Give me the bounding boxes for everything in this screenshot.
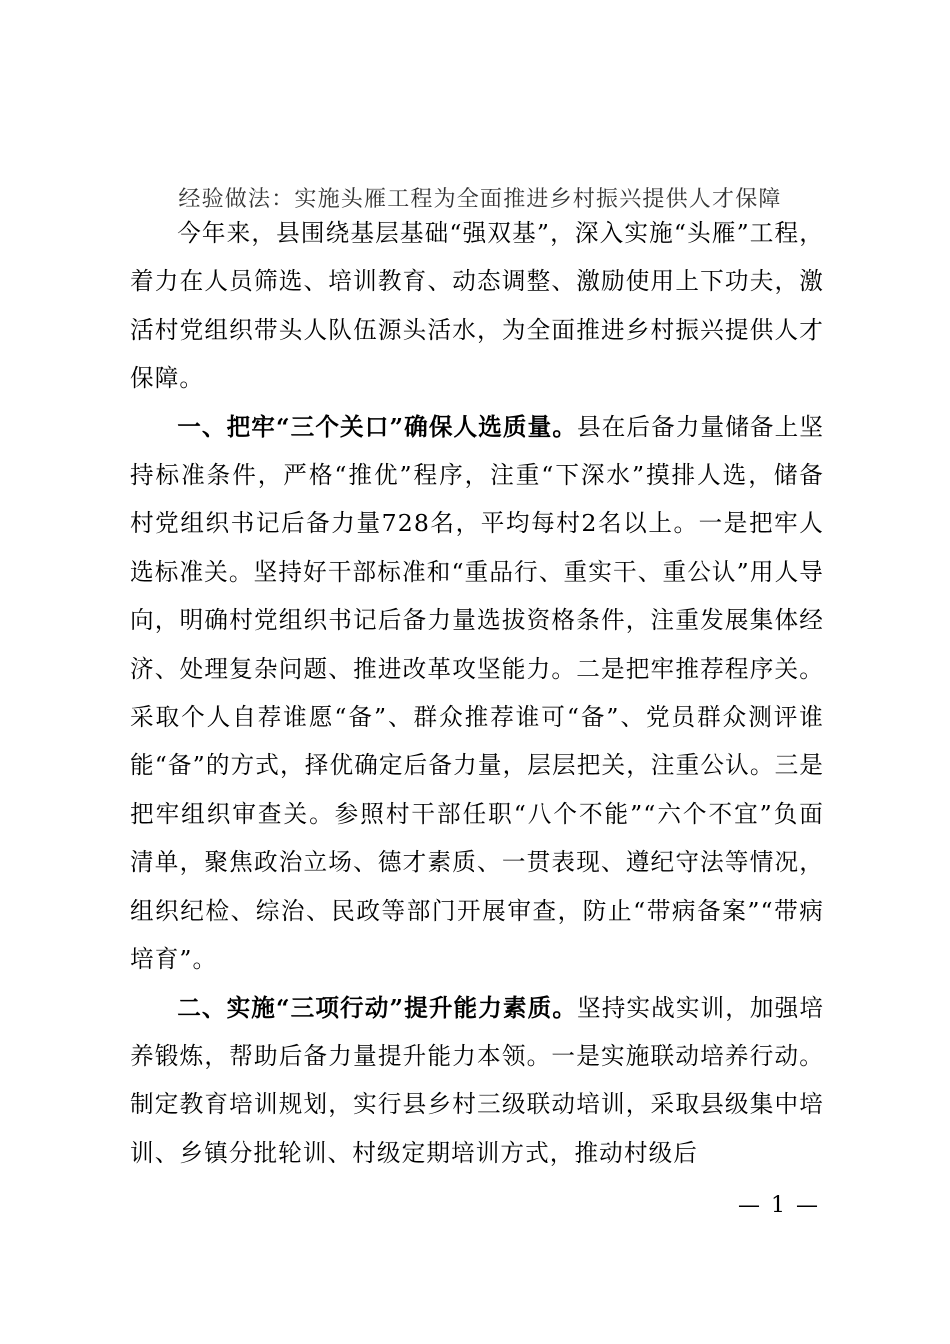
section-1-heading: 一、把牢“三个关口”确保人选质量。 xyxy=(177,412,578,441)
section-2-heading: 二、实施“三项行动”提升能力素质。 xyxy=(177,993,578,1022)
section-1-paragraph xyxy=(130,403,824,984)
section-2-paragraph xyxy=(130,984,824,1178)
intro-paragraph: 今年来，县围绕基层基础“强双基”，深入实施“头雁”工程，着力在人员筛选、培训教育、动态调整、激励使用上下功夫，激活村党组织带头人队伍源头活水，为全面推进乡村振兴提供人才保障。 xyxy=(130,219,824,393)
document-body xyxy=(130,209,824,1177)
section-1-body: 县在后备力量储备上坚持标准条件，严格“推优”程序，注重“下深水”摸排人选，储备村党组织书记后备力量728名，平均每村2名以上。一是把牢人选标准关。坚持好干部标准和“重品行、重实干、重公认”用人导向，明确村党组织书记后备力量选拔资格条件，注重发展集体经济、处理复杂问题、推进改革攻坚能力。二是把牢推荐程序关。采取个人自荐谁愿“备”、群众推荐谁可“备”、党员群众测评谁能“备”的方式，择优确定后备力量，层层把关，注重公认。三是把牢组织审查关。参照村干部任职“八个不能”“六个不宜”负面清单，聚焦政治立场、德才素质、一贯表现、遵纪守法等情况，组织纪检、综治、民政等部门开展审查，防止“带病备案”“带病培育”。 xyxy=(130,412,825,974)
page-number: — 1 — xyxy=(738,1193,820,1218)
section-2-body: 坚持实战实训，加强培养锻炼，帮助后备力量提升能力本领。一是实施联动培养行动。制定教育培训规划，实行县乡村三级联动培训，采取县级集中培训、乡镇分批轮训、村级定期培训方式，推动村级后 xyxy=(130,993,825,1167)
document-title: 经验做法：实施头雁工程为全面推进乡村振兴提供人才保障 xyxy=(178,187,782,212)
